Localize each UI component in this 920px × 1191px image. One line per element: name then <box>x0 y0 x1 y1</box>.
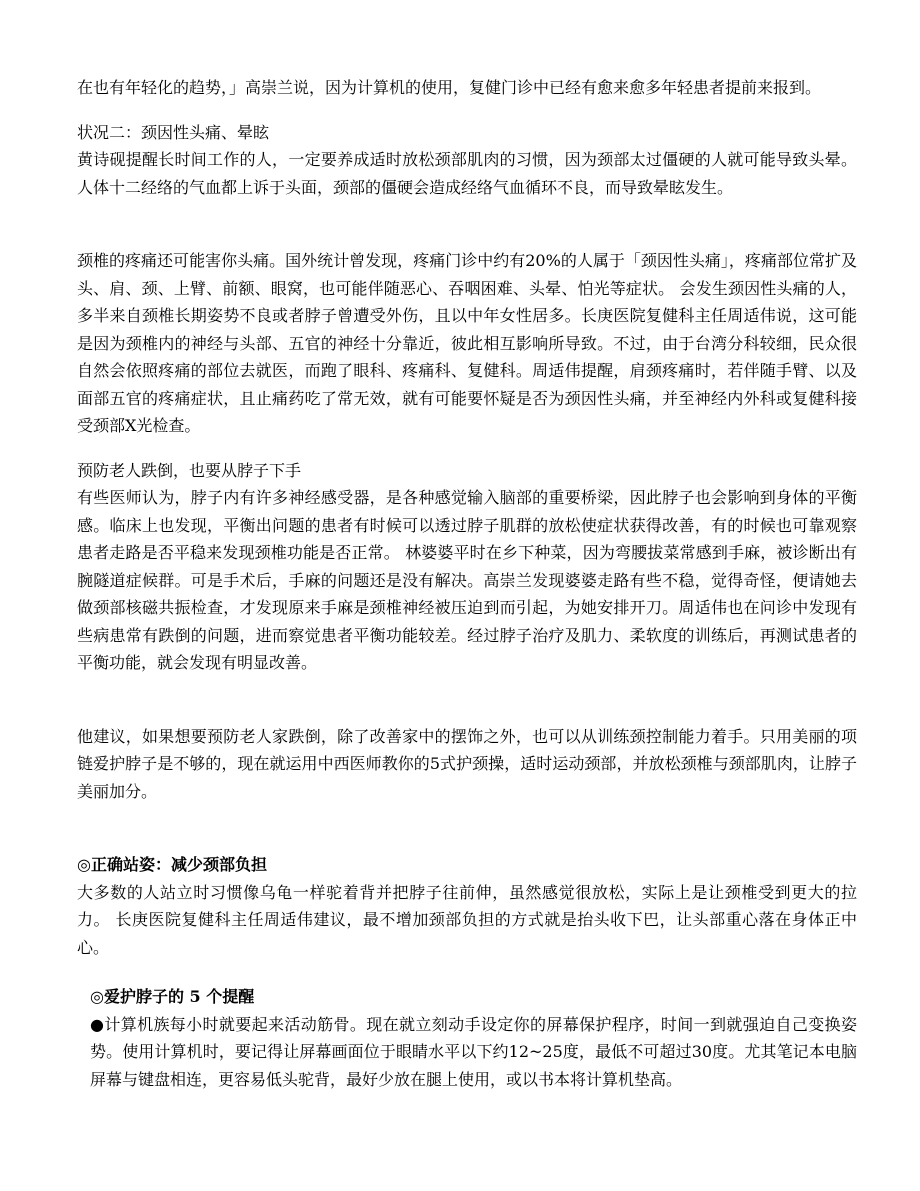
document-page <box>77 74 857 1093</box>
paragraph-suggestion: 他建议，如果想要预防老人家跌倒，除了改善家中的摆饰之外，也可以从训练颈控制能力着手。只用美丽的项链爱护脖子是不够的，现在就运用中西医师教你的5式护颈操，适时运动颈部，并放松颈椎与颈部肌肉，让脖子美丽加分。 <box>77 726 857 801</box>
paragraph-headache: 颈椎的疼痛还可能害你头痛。国外统计曾发现，疼痛门诊中约有20%的人属于「颈因性头痛」，疼痛部位常扩及头、肩、颈、上臂、前额、眼窝，也可能伴随恶心、吞咽困难、头晕、怕光等症状。 会发生颈因性头痛的人，多半来自颈椎长期姿势不良或者脖子曾遭受外伤，且以中年女性居多。长庚医院复健科主任周适伟说，这可能是因为颈椎内的神经与头部、五官的神经十分靠近，彼此相互影响所导致。不过，由于台湾分科较细，民众很自然会依照疼痛的部位去就医，而跑了眼科、疼痛科、复健科。周适伟提醒，肩颈疼痛时，若伴随手臂、以及面部五官的疼痛症状，且止痛药吃了常无效，就有可能要怀疑是否为颈因性头痛，并至神经内外科或复健科接受颈部X光检查。 <box>77 251 857 435</box>
tips-block <box>90 983 857 1093</box>
section-heading-dizziness: 状况二：颈因性头痛、晕眩 <box>77 122 270 142</box>
spacer <box>77 440 857 457</box>
spacer <box>77 677 857 723</box>
paragraph-intro: 在也有年轻化的趋势，」高崇兰说，因为计算机的使用，复健门诊中已经有愈来愈多年轻患者提前来报到。 <box>77 78 822 97</box>
spacer <box>77 102 857 119</box>
spacer <box>77 805 857 851</box>
section-heading-tips: ◎爱护脖子的 5 个提醒 <box>90 987 255 1006</box>
section-heading-posture: ◎正确站姿：减少颈部负担 <box>77 855 267 874</box>
paragraph-fall-prevention: 有些医师认为，脖子内有许多神经感受器，是各种感觉输入脑部的重要桥梁，因此脖子也会影响到身体的平衡感。临床上也发现，平衡出问题的患者有时候可以透过脖子肌群的放松使症状获得改善，有的时候也可靠观察患者走路是否平稳来发现颈椎功能是否正常。 林婆婆平时在乡下种菜，因为弯腰拔菜常感到手麻，被诊断出有腕隧道症候群。可是手术后，手麻的问题还是没有解决。高崇兰发现婆婆走路有些不稳，觉得奇怪，便请她去做颈部核磁共振检查，才发现原来手麻是颈椎神经被压迫到而引起，为她安排开刀。周适伟也在问诊中发现有些病患常有跌倒的问题，进而察觉患者平衡功能较差。经过脖子治疗及肌力、柔软度的训练后，再测试患者的平衡功能，就会发现有明显改善。 <box>77 488 857 672</box>
section-heading-fall-prevention: 预防老人跌倒，也要从脖子下手 <box>77 460 302 480</box>
paragraph-dizziness: 黄诗砚提醒长时间工作的人，一定要养成适时放松颈部肌肉的习惯，因为颈部太过僵硬的人就可能导致头晕。人体十二经络的气血都上诉于头面，颈部的僵硬会造成经络气血循环不良，而导致晕眩发生。 <box>77 150 857 197</box>
spacer <box>77 961 857 983</box>
paragraph-posture: 大多数的人站立时习惯像乌龟一样驼着背并把脖子往前伸，虽然感觉很放松，实际上是让颈椎受到更大的拉力。 长庚医院复健科主任周适伟建议，最不增加颈部负担的方式就是抬头收下巴，让头部重心落在身体正中心。 <box>77 882 857 957</box>
tip-item-computer: ●计算机族每小时就要起来活动筋骨。现在就立刻动手设定你的屏幕保护程序，时间一到就强迫自己变换姿势。使用计算机时，要记得让屏幕画面位于眼睛水平以下约12~25度，最低不可超过30度。尤其笔记本电脑屏幕与键盘相连，更容易低头驼背，最好少放在腿上使用，或以书本将计算机垫高。 <box>90 1014 857 1089</box>
spacer <box>77 201 857 247</box>
